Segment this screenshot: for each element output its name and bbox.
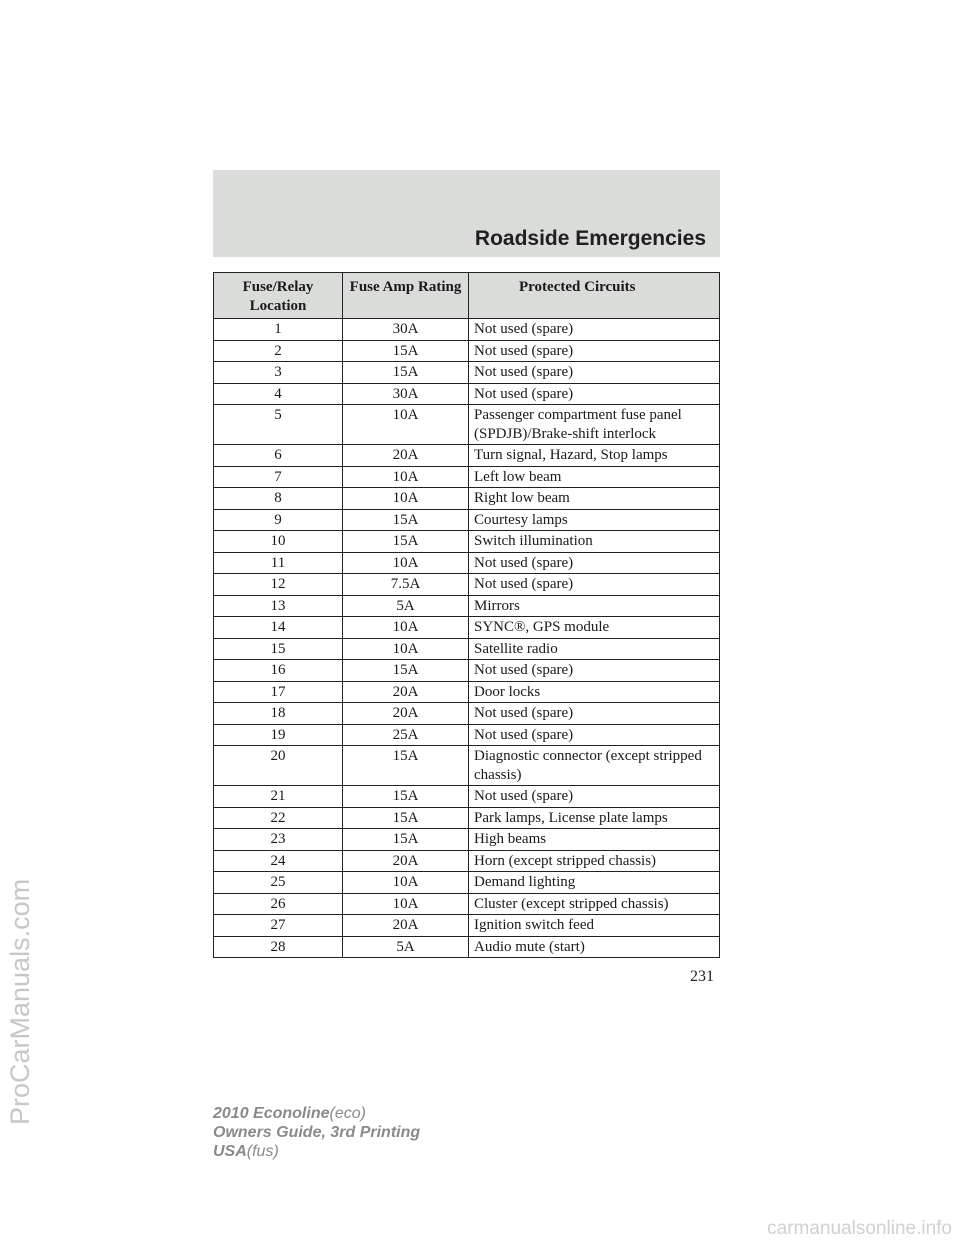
fuse-circuit-cell: Courtesy lamps [469, 509, 720, 531]
fuse-amp-cell: 10A [343, 872, 469, 894]
section-header [213, 170, 720, 257]
fuse-circuit-cell: Not used (spare) [469, 703, 720, 725]
footer-market: USA [213, 1143, 247, 1160]
fuse-amp-cell: 30A [343, 383, 469, 405]
document-footer [213, 1104, 420, 1161]
fuse-location-cell: 14 [214, 617, 343, 639]
fuse-location-cell: 8 [214, 488, 343, 510]
fuse-location-cell: 15 [214, 638, 343, 660]
footer-line-3 [213, 1142, 420, 1161]
table-row [214, 829, 720, 851]
table-row [214, 319, 720, 341]
fuse-amp-cell: 10A [343, 405, 469, 445]
fuse-location-cell: 26 [214, 893, 343, 915]
table-row [214, 574, 720, 596]
fuse-circuit-cell: Ignition switch feed [469, 915, 720, 937]
fuse-circuit-cell: Mirrors [469, 595, 720, 617]
table-row [214, 893, 720, 915]
table-row [214, 660, 720, 682]
fuse-amp-cell: 20A [343, 681, 469, 703]
fuse-location-cell: 12 [214, 574, 343, 596]
fuse-amp-cell: 10A [343, 638, 469, 660]
fuse-amp-cell: 15A [343, 786, 469, 808]
fuse-amp-cell: 5A [343, 936, 469, 958]
fuse-circuit-cell: Passenger compartment fuse panel (SPDJB)/Brake-shift interlock [469, 405, 720, 445]
fuse-circuit-cell: SYNC®, GPS module [469, 617, 720, 639]
table-row [214, 850, 720, 872]
fuse-circuit-cell: Not used (spare) [469, 340, 720, 362]
fuse-amp-cell: 10A [343, 617, 469, 639]
fuse-amp-cell: 15A [343, 807, 469, 829]
table-row [214, 724, 720, 746]
fuse-amp-cell: 30A [343, 319, 469, 341]
fuse-amp-cell: 10A [343, 488, 469, 510]
fuse-amp-cell: 20A [343, 915, 469, 937]
table-row [214, 617, 720, 639]
fuse-location-cell: 7 [214, 466, 343, 488]
table-row [214, 746, 720, 786]
fuse-location-cell: 21 [214, 786, 343, 808]
fuse-amp-cell: 20A [343, 850, 469, 872]
fuse-circuit-cell: Not used (spare) [469, 552, 720, 574]
fuse-location-cell: 9 [214, 509, 343, 531]
table-row [214, 638, 720, 660]
fuse-circuit-cell: Not used (spare) [469, 724, 720, 746]
column-header-location: Fuse/Relay Location [214, 273, 343, 319]
fuse-circuit-cell: Right low beam [469, 488, 720, 510]
section-title: Roadside Emergencies [474, 227, 706, 250]
fuse-amp-cell: 15A [343, 660, 469, 682]
fuse-location-cell: 13 [214, 595, 343, 617]
fuse-location-cell: 18 [214, 703, 343, 725]
fuse-location-cell: 1 [214, 319, 343, 341]
fuse-amp-cell: 10A [343, 552, 469, 574]
fuse-location-cell: 5 [214, 405, 343, 445]
fuse-circuit-cell: Diagnostic connector (except stripped chassis) [469, 746, 720, 786]
fuse-circuit-cell: Not used (spare) [469, 786, 720, 808]
fuse-circuit-cell: High beams [469, 829, 720, 851]
fuse-circuit-cell: Not used (spare) [469, 660, 720, 682]
fuse-location-cell: 2 [214, 340, 343, 362]
fuse-amp-cell: 15A [343, 829, 469, 851]
fuse-circuit-cell: Satellite radio [469, 638, 720, 660]
fuse-amp-cell: 15A [343, 362, 469, 384]
fuse-circuit-cell: Park lamps, License plate lamps [469, 807, 720, 829]
fuse-location-cell: 19 [214, 724, 343, 746]
table-row [214, 936, 720, 958]
fuse-amp-cell: 10A [343, 466, 469, 488]
fuse-circuit-cell: Door locks [469, 681, 720, 703]
fuse-circuit-cell: Horn (except stripped chassis) [469, 850, 720, 872]
fuse-circuit-cell: Turn signal, Hazard, Stop lamps [469, 445, 720, 467]
fuse-location-cell: 10 [214, 531, 343, 553]
fuse-location-cell: 16 [214, 660, 343, 682]
fuse-location-cell: 27 [214, 915, 343, 937]
fuse-location-cell: 28 [214, 936, 343, 958]
side-watermark: ProCarManuals.com [5, 878, 35, 1125]
footer-model: 2010 Econoline [213, 1105, 330, 1122]
fuse-location-cell: 3 [214, 362, 343, 384]
footer-line-1 [213, 1104, 420, 1123]
fuse-location-cell: 11 [214, 552, 343, 574]
table-row [214, 362, 720, 384]
fuse-table-body [214, 319, 720, 958]
footer-market-code: (fus) [246, 1143, 279, 1160]
table-row [214, 681, 720, 703]
fuse-circuit-cell: Not used (spare) [469, 574, 720, 596]
fuse-location-cell: 6 [214, 445, 343, 467]
table-header-row [214, 273, 720, 319]
fuse-amp-cell: 20A [343, 703, 469, 725]
page-number: 231 [690, 968, 714, 985]
fuse-amp-cell: 15A [343, 531, 469, 553]
table-row [214, 509, 720, 531]
fuse-circuit-cell: Not used (spare) [469, 383, 720, 405]
fuse-amp-cell: 15A [343, 509, 469, 531]
bottom-watermark: carmanualsonline.info [767, 1218, 952, 1239]
table-row [214, 703, 720, 725]
table-row [214, 872, 720, 894]
table-row [214, 466, 720, 488]
footer-model-code: (eco) [329, 1105, 366, 1122]
fuse-amp-cell: 10A [343, 893, 469, 915]
fuse-circuit-cell: Switch illumination [469, 531, 720, 553]
fuse-circuit-cell: Demand lighting [469, 872, 720, 894]
fuse-location-cell: 22 [214, 807, 343, 829]
fuse-table [213, 272, 720, 958]
table-row [214, 383, 720, 405]
footer-line-2: Owners Guide, 3rd Printing [213, 1124, 421, 1141]
fuse-amp-cell: 5A [343, 595, 469, 617]
table-row [214, 552, 720, 574]
table-row [214, 531, 720, 553]
table-row [214, 340, 720, 362]
fuse-circuit-cell: Not used (spare) [469, 319, 720, 341]
table-row [214, 786, 720, 808]
table-row [214, 445, 720, 467]
fuse-amp-cell: 25A [343, 724, 469, 746]
fuse-location-cell: 20 [214, 746, 343, 786]
fuse-circuit-cell: Left low beam [469, 466, 720, 488]
fuse-circuit-cell: Cluster (except stripped chassis) [469, 893, 720, 915]
fuse-amp-cell: 7.5A [343, 574, 469, 596]
fuse-location-cell: 23 [214, 829, 343, 851]
table-row [214, 807, 720, 829]
fuse-location-cell: 17 [214, 681, 343, 703]
fuse-location-cell: 24 [214, 850, 343, 872]
table-row [214, 488, 720, 510]
fuse-circuit-cell: Audio mute (start) [469, 936, 720, 958]
table-row [214, 595, 720, 617]
column-header-amp-rating: Fuse Amp Rating [343, 273, 469, 319]
fuse-amp-cell: 15A [343, 746, 469, 786]
table-row [214, 915, 720, 937]
fuse-location-cell: 25 [214, 872, 343, 894]
fuse-amp-cell: 15A [343, 340, 469, 362]
fuse-location-cell: 4 [214, 383, 343, 405]
column-header-protected-circuits: Protected Circuits [469, 273, 720, 319]
table-row [214, 405, 720, 445]
fuse-amp-cell: 20A [343, 445, 469, 467]
fuse-circuit-cell: Not used (spare) [469, 362, 720, 384]
